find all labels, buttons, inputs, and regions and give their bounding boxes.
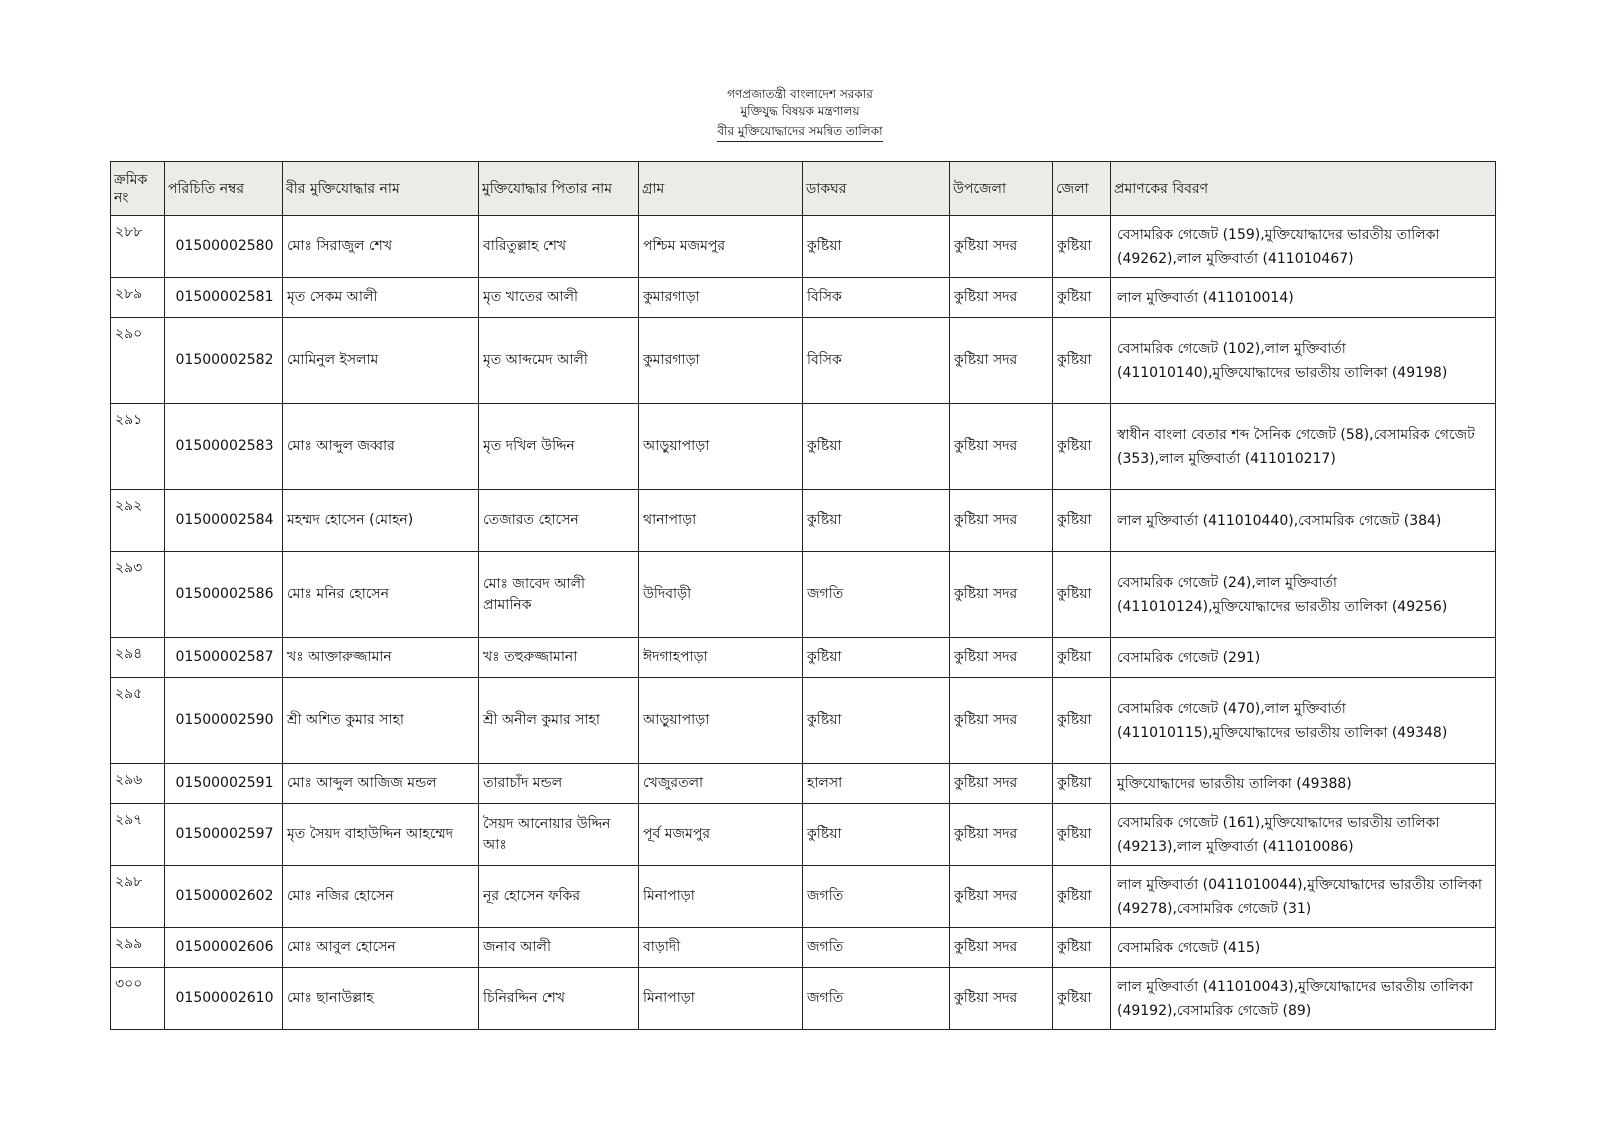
cell-father: নূর হোসেন ফকির: [479, 866, 639, 928]
table-row: [111, 638, 1496, 678]
cell-name: মোঃ নজির হোসেন: [283, 866, 479, 928]
cell-proof: বেসামরিক গেজেট (159),মুক্তিযোদ্ধাদের ভারতীয় তালিকা (49262),লাল মুক্তিবার্তা (411010467): [1111, 216, 1496, 278]
cell-village: পশ্চিম মজমপুর: [639, 216, 803, 278]
cell-name: মোঃ আবুল হোসেন: [283, 928, 479, 968]
cell-serial: ২৯১: [111, 404, 165, 490]
cell-post: কুষ্টিয়া: [803, 804, 950, 866]
cell-post: জগতি: [803, 928, 950, 968]
cell-village: থানাপাড়া: [639, 490, 803, 552]
cell-village: বাড়াদী: [639, 928, 803, 968]
cell-post: জগতি: [803, 968, 950, 1030]
cell-name: মৃত সৈয়দ বাহাউদ্দিন আহম্মেদ: [283, 804, 479, 866]
table-row: [111, 318, 1496, 404]
col-proof: প্রমাণকের বিবরণ: [1111, 162, 1496, 216]
document-header: [0, 86, 1600, 142]
col-id: পরিচিতি নম্বর: [165, 162, 283, 216]
cell-proof: লাল মুক্তিবার্তা (411010440),বেসামরিক গেজেট (384): [1111, 490, 1496, 552]
table-row: [111, 278, 1496, 318]
cell-post: জগতি: [803, 866, 950, 928]
col-serial: ক্রমিক নং: [111, 162, 165, 216]
cell-post: বিসিক: [803, 278, 950, 318]
cell-father: খঃ তহুরুজ্জামানা: [479, 638, 639, 678]
cell-name: মোঃ আব্দুল আজিজ মন্ডল: [283, 764, 479, 804]
cell-village: খেজুরতলা: [639, 764, 803, 804]
cell-father: মোঃ জাবেদ আলী প্রামানিক: [479, 552, 639, 638]
col-name: বীর মুক্তিযোদ্ধার নাম: [283, 162, 479, 216]
list-title: বীর মুক্তিযোদ্ধাদের সমন্বিত তালিকা: [717, 123, 882, 142]
cell-village: কুমারগাড়া: [639, 318, 803, 404]
cell-district: কুষ্টিয়া: [1053, 318, 1111, 404]
cell-id: 01500002591: [165, 764, 283, 804]
cell-serial: ৩০০: [111, 968, 165, 1030]
cell-id: 01500002580: [165, 216, 283, 278]
cell-name: শ্রী অশিত কুমার সাহা: [283, 678, 479, 764]
cell-post: বিসিক: [803, 318, 950, 404]
cell-district: কুষ্টিয়া: [1053, 638, 1111, 678]
cell-father: বারিতুল্লাহ শেখ: [479, 216, 639, 278]
cell-father: মৃত খাতের আলী: [479, 278, 639, 318]
cell-id: 01500002597: [165, 804, 283, 866]
cell-id: 01500002586: [165, 552, 283, 638]
cell-post: কুষ্টিয়া: [803, 678, 950, 764]
cell-name: মোঃ মনির হোসেন: [283, 552, 479, 638]
cell-district: কুষ্টিয়া: [1053, 678, 1111, 764]
cell-post: কুষ্টিয়া: [803, 216, 950, 278]
table-row: [111, 764, 1496, 804]
cell-district: কুষ্টিয়া: [1053, 968, 1111, 1030]
cell-serial: ২৯৮: [111, 866, 165, 928]
cell-serial: ২৯৭: [111, 804, 165, 866]
cell-upazila: কুষ্টিয়া সদর: [950, 764, 1053, 804]
cell-upazila: কুষ্টিয়া সদর: [950, 866, 1053, 928]
cell-serial: ২৯৬: [111, 764, 165, 804]
cell-district: কুষ্টিয়া: [1053, 490, 1111, 552]
cell-serial: ২৯০: [111, 318, 165, 404]
table-row: [111, 804, 1496, 866]
cell-id: 01500002583: [165, 404, 283, 490]
cell-upazila: কুষ্টিয়া সদর: [950, 928, 1053, 968]
cell-upazila: কুষ্টিয়া সদর: [950, 278, 1053, 318]
cell-proof: লাল মুক্তিবার্তা (411010014): [1111, 278, 1496, 318]
cell-post: কুষ্টিয়া: [803, 490, 950, 552]
table-row: [111, 866, 1496, 928]
cell-father: মৃত আব্দমেদ আলী: [479, 318, 639, 404]
cell-village: উদিবাড়ী: [639, 552, 803, 638]
col-post: ডাকঘর: [803, 162, 950, 216]
cell-district: কুষ্টিয়া: [1053, 764, 1111, 804]
cell-district: কুষ্টিয়া: [1053, 928, 1111, 968]
cell-id: 01500002581: [165, 278, 283, 318]
cell-father: তারাচাঁদ মন্ডল: [479, 764, 639, 804]
cell-village: পূর্ব মজমপুর: [639, 804, 803, 866]
freedom-fighters-table: [110, 161, 1496, 1030]
cell-id: 01500002587: [165, 638, 283, 678]
cell-father: শ্রী অনীল কুমার সাহা: [479, 678, 639, 764]
cell-proof: বেসামরিক গেজেট (161),মুক্তিযোদ্ধাদের ভারতীয় তালিকা (49213),লাল মুক্তিবার্তা (411010086): [1111, 804, 1496, 866]
cell-post: কুষ্টিয়া: [803, 638, 950, 678]
cell-upazila: কুষ্টিয়া সদর: [950, 318, 1053, 404]
cell-post: কুষ্টিয়া: [803, 404, 950, 490]
cell-village: মিনাপাড়া: [639, 866, 803, 928]
cell-village: আড়ুয়াপাড়া: [639, 404, 803, 490]
cell-village: ঈদগাহপাড়া: [639, 638, 803, 678]
cell-id: 01500002582: [165, 318, 283, 404]
cell-proof: মুক্তিযোদ্ধাদের ভারতীয় তালিকা (49388): [1111, 764, 1496, 804]
cell-proof: বেসামরিক গেজেট (24),লাল মুক্তিবার্তা (411010124),মুক্তিযোদ্ধাদের ভারতীয় তালিকা (49256): [1111, 552, 1496, 638]
cell-district: কুষ্টিয়া: [1053, 404, 1111, 490]
cell-post: হালসা: [803, 764, 950, 804]
table-body: [111, 216, 1496, 1030]
cell-serial: ২৯৩: [111, 552, 165, 638]
cell-father: সৈয়দ আনোয়ার উদ্দিন আঃ: [479, 804, 639, 866]
cell-id: 01500002606: [165, 928, 283, 968]
cell-id: 01500002584: [165, 490, 283, 552]
cell-upazila: কুষ্টিয়া সদর: [950, 404, 1053, 490]
cell-upazila: কুষ্টিয়া সদর: [950, 552, 1053, 638]
cell-district: কুষ্টিয়া: [1053, 278, 1111, 318]
ministry-title: মুক্তিযুদ্ধ বিষয়ক মন্ত্রণালয়: [740, 104, 860, 118]
cell-serial: ২৯২: [111, 490, 165, 552]
cell-village: মিনাপাড়া: [639, 968, 803, 1030]
cell-name: মোঃ আব্দুল জব্বার: [283, 404, 479, 490]
cell-serial: ২৮৯: [111, 278, 165, 318]
table-row: [111, 490, 1496, 552]
col-upazila: উপজেলা: [950, 162, 1053, 216]
cell-name: মহম্মদ হোসেন (মোহন): [283, 490, 479, 552]
cell-father: জনাব আলী: [479, 928, 639, 968]
cell-upazila: কুষ্টিয়া সদর: [950, 968, 1053, 1030]
cell-father: চিনিরদ্দিন শেখ: [479, 968, 639, 1030]
col-father: মুক্তিযোদ্ধার পিতার নাম: [479, 162, 639, 216]
cell-village: আড়ুয়াপাড়া: [639, 678, 803, 764]
table-row: [111, 928, 1496, 968]
cell-district: কুষ্টিয়া: [1053, 216, 1111, 278]
cell-id: 01500002602: [165, 866, 283, 928]
cell-name: মোঃ ছানাউল্লাহ: [283, 968, 479, 1030]
table-row: [111, 552, 1496, 638]
cell-upazila: কুষ্টিয়া সদর: [950, 490, 1053, 552]
cell-village: কুমারগাড়া: [639, 278, 803, 318]
cell-serial: ২৯৫: [111, 678, 165, 764]
table-row: [111, 678, 1496, 764]
cell-father: তেজারত হোসেন: [479, 490, 639, 552]
cell-district: কুষ্টিয়া: [1053, 552, 1111, 638]
cell-upazila: কুষ্টিয়া সদর: [950, 804, 1053, 866]
cell-upazila: কুষ্টিয়া সদর: [950, 678, 1053, 764]
cell-name: মোঃ সিরাজুল শেখ: [283, 216, 479, 278]
cell-name: মৃত সেকম আলী: [283, 278, 479, 318]
cell-post: জগতি: [803, 552, 950, 638]
table-header-row: [111, 162, 1496, 216]
col-district: জেলা: [1053, 162, 1111, 216]
cell-father: মৃত দখিল উদ্দিন: [479, 404, 639, 490]
cell-id: 01500002610: [165, 968, 283, 1030]
cell-district: কুষ্টিয়া: [1053, 804, 1111, 866]
cell-district: কুষ্টিয়া: [1053, 866, 1111, 928]
col-village: গ্রাম: [639, 162, 803, 216]
cell-proof: লাল মুক্তিবার্তা (411010043),মুক্তিযোদ্ধাদের ভারতীয় তালিকা (49192),বেসামরিক গেজেট (89): [1111, 968, 1496, 1030]
cell-serial: ২৮৮: [111, 216, 165, 278]
cell-name: মোমিনুল ইসলাম: [283, 318, 479, 404]
government-title: গণপ্রজাতন্ত্রী বাংলাদেশ সরকার: [727, 87, 873, 101]
cell-proof: বেসামরিক গেজেট (291): [1111, 638, 1496, 678]
cell-proof: বেসামরিক গেজেট (102),লাল মুক্তিবার্তা (411010140),মুক্তিযোদ্ধাদের ভারতীয় তালিকা (49198): [1111, 318, 1496, 404]
cell-serial: ২৯৯: [111, 928, 165, 968]
cell-serial: ২৯৪: [111, 638, 165, 678]
cell-proof: লাল মুক্তিবার্তা (0411010044),মুক্তিযোদ্ধাদের ভারতীয় তালিকা (49278),বেসামরিক গেজেট (31): [1111, 866, 1496, 928]
table-row: [111, 968, 1496, 1030]
cell-upazila: কুষ্টিয়া সদর: [950, 638, 1053, 678]
cell-proof: বেসামরিক গেজেট (415): [1111, 928, 1496, 968]
cell-proof: স্বাধীন বাংলা বেতার শব্দ সৈনিক গেজেট (58),বেসামরিক গেজেট (353),লাল মুক্তিবার্তা (411010217): [1111, 404, 1496, 490]
table-row: [111, 216, 1496, 278]
table-row: [111, 404, 1496, 490]
cell-id: 01500002590: [165, 678, 283, 764]
cell-name: খঃ আক্তারুজ্জামান: [283, 638, 479, 678]
cell-upazila: কুষ্টিয়া সদর: [950, 216, 1053, 278]
cell-proof: বেসামরিক গেজেট (470),লাল মুক্তিবার্তা (411010115),মুক্তিযোদ্ধাদের ভারতীয় তালিকা (49348): [1111, 678, 1496, 764]
